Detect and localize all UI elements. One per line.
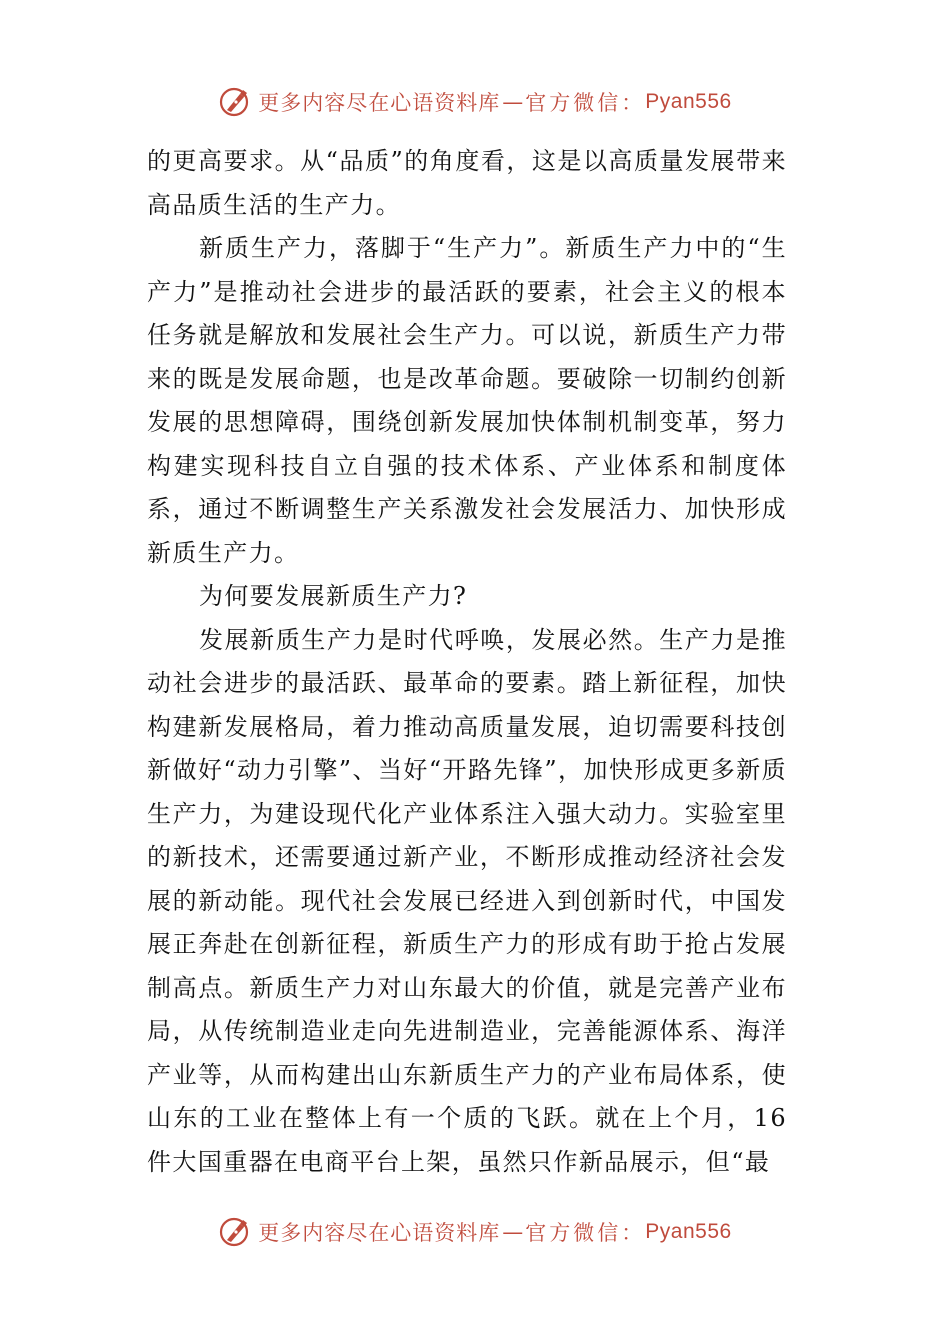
paragraph-3-question: 为何要发展新质生产力? xyxy=(199,582,468,610)
document-body xyxy=(147,140,787,1184)
header-watermark xyxy=(0,82,950,122)
watermark-id: Pyan556 xyxy=(645,90,732,113)
watermark-brand: 更多内容尽在心语资料库 xyxy=(258,91,501,115)
watermark-id: Pyan556 xyxy=(645,1220,732,1243)
paragraph-1: 的更高要求。从“品质”的角度看，这是以高质量发展带来高品质生活的生产力。 xyxy=(147,147,787,219)
footer-watermark xyxy=(0,1212,950,1252)
pen-nib-logo-icon xyxy=(218,85,252,119)
watermark-dash: — xyxy=(502,1220,524,1244)
paragraph-4: 发展新质生产力是时代呼唤，发展必然。生产力是推动社会进步的最活跃、最革命的要素。踏上新征程，加快构建新发展格局，着力推动高质量发展，迫切需要科技创新做好“动力引擎”、当好“开路先锋”，加快形成更多新质生产力，为建设现代化产业体系注入强大动力。实验室里的新技术，还需要通过新产业，不断形成推动经济社会发展的新动能。现代社会发展已经进入到创新时代，中国发展正奔赴在创新征程，新质生产力的形成有助于抢占发展制高点。新质生产力对山东最大的价值，就是完善产业布局，从传统制造业走向先进制造业，完善能源体系、海洋产业等，从而构建出山东新质生产力的产业布局体系，使山东的工业在整体上有一个质的飞跃。就在上个月，16件大国重器在电商平台上架，虽然只作新品展示，但“最 xyxy=(147,625,787,1176)
watermark-brand: 更多内容尽在心语资料库 xyxy=(258,1221,501,1245)
watermark-label: 官方微信： xyxy=(525,91,646,115)
watermark-dash: — xyxy=(502,90,524,114)
pen-nib-logo-icon xyxy=(218,1215,252,1249)
paragraph-2: 新质生产力，落脚于“生产力”。新质生产力中的“生产力”是推动社会进步的最活跃的要素，社会主义的根本任务就是解放和发展社会生产力。可以说，新质生产力带来的既是发展命题，也是改革命题。要破除一切制约创新发展的思想障碍，围绕创新发展加快体制机制变革，努力构建实现科技自立自强的技术体系、产业体系和制度体系，通过不断调整生产关系激发社会发展活力、加快形成新质生产力。 xyxy=(147,234,787,567)
watermark-label: 官方微信： xyxy=(525,1221,646,1245)
